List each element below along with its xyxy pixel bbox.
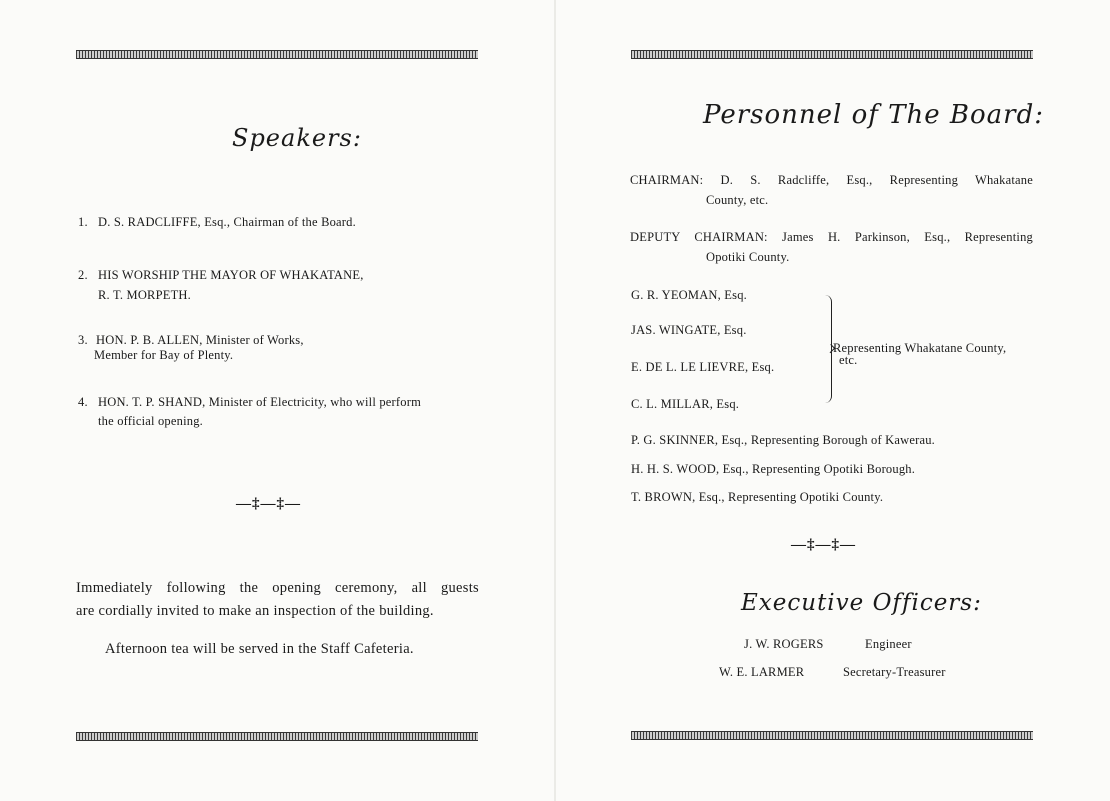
board-member: G. R. YEOMAN, Esq. xyxy=(631,288,747,302)
board-member: C. L. MILLAR, Esq. xyxy=(631,397,740,411)
afternoon-tea-notice: Afternoon tea will be served in the Staff Cafeteria. xyxy=(105,641,414,657)
chairman-line: CHAIRMAN: D. S. Radcliffe, Esq., Representing Whakatane xyxy=(630,173,1033,187)
chairman-detail: County, etc. xyxy=(706,193,769,207)
speaker-number: 4. xyxy=(78,395,88,409)
speaker-1: D. S. RADCLIFFE, Esq., Chairman of the Board. xyxy=(98,215,356,229)
board-member: P. G. SKINNER, Esq., Representing Borough of Kawerau. xyxy=(631,433,935,447)
closing-notice-line2: are cordially invited to make an inspection of the building. xyxy=(76,603,434,619)
speaker-number: 1. xyxy=(78,215,88,229)
speaker-3: HON. P. B. ALLEN, Minister of Works, xyxy=(96,333,304,347)
speaker-2-detail: R. T. MORPETH. xyxy=(98,288,191,302)
deputy-chairman-line: DEPUTY CHAIRMAN: James H. Parkinson, Esq., Representing xyxy=(630,230,1033,244)
speaker-number: 3. xyxy=(78,333,88,347)
board-member: E. DE L. LE LIEVRE, Esq. xyxy=(631,360,775,374)
speaker-2: HIS WORSHIP THE MAYOR OF WHAKATANE, xyxy=(98,268,364,282)
top-ornamental-band xyxy=(631,50,1033,59)
officer-name: J. W. ROGERS xyxy=(744,637,824,651)
speaker-4-detail: the official opening. xyxy=(98,414,203,428)
closing-notice-line1: Immediately following the opening ceremony, all guests xyxy=(76,580,479,596)
board-member: JAS. WINGATE, Esq. xyxy=(631,323,747,337)
ornamental-divider: —‡—‡— xyxy=(236,496,301,512)
officer-name: W. E. LARMER xyxy=(719,665,805,679)
group-representation: Representing Whakatane County, xyxy=(833,341,1007,355)
board-member: H. H. S. WOOD, Esq., Representing Opotiki Borough. xyxy=(631,462,916,476)
officer-role: Engineer xyxy=(865,637,912,651)
bottom-ornamental-band xyxy=(76,732,478,741)
bottom-ornamental-band xyxy=(631,731,1033,740)
deputy-chairman-detail: Opotiki County. xyxy=(706,250,790,264)
board-heading: Personnel of The Board: xyxy=(703,100,1044,130)
officer-role: Secretary-Treasurer xyxy=(843,665,946,679)
board-member: T. BROWN, Esq., Representing Opotiki County. xyxy=(631,490,884,504)
speaker-number: 2. xyxy=(78,268,88,282)
speaker-4: HON. T. P. SHAND, Minister of Electricity, who will perform xyxy=(98,395,421,409)
group-representation-detail: etc. xyxy=(839,353,858,367)
ornamental-divider: —‡—‡— xyxy=(791,537,856,553)
executive-officers-heading: Executive Officers: xyxy=(741,590,982,616)
right-page xyxy=(555,0,1110,801)
speakers-heading: Speakers: xyxy=(232,124,362,152)
speaker-3-detail: Member for Bay of Plenty. xyxy=(94,348,234,362)
top-ornamental-band xyxy=(76,50,478,59)
